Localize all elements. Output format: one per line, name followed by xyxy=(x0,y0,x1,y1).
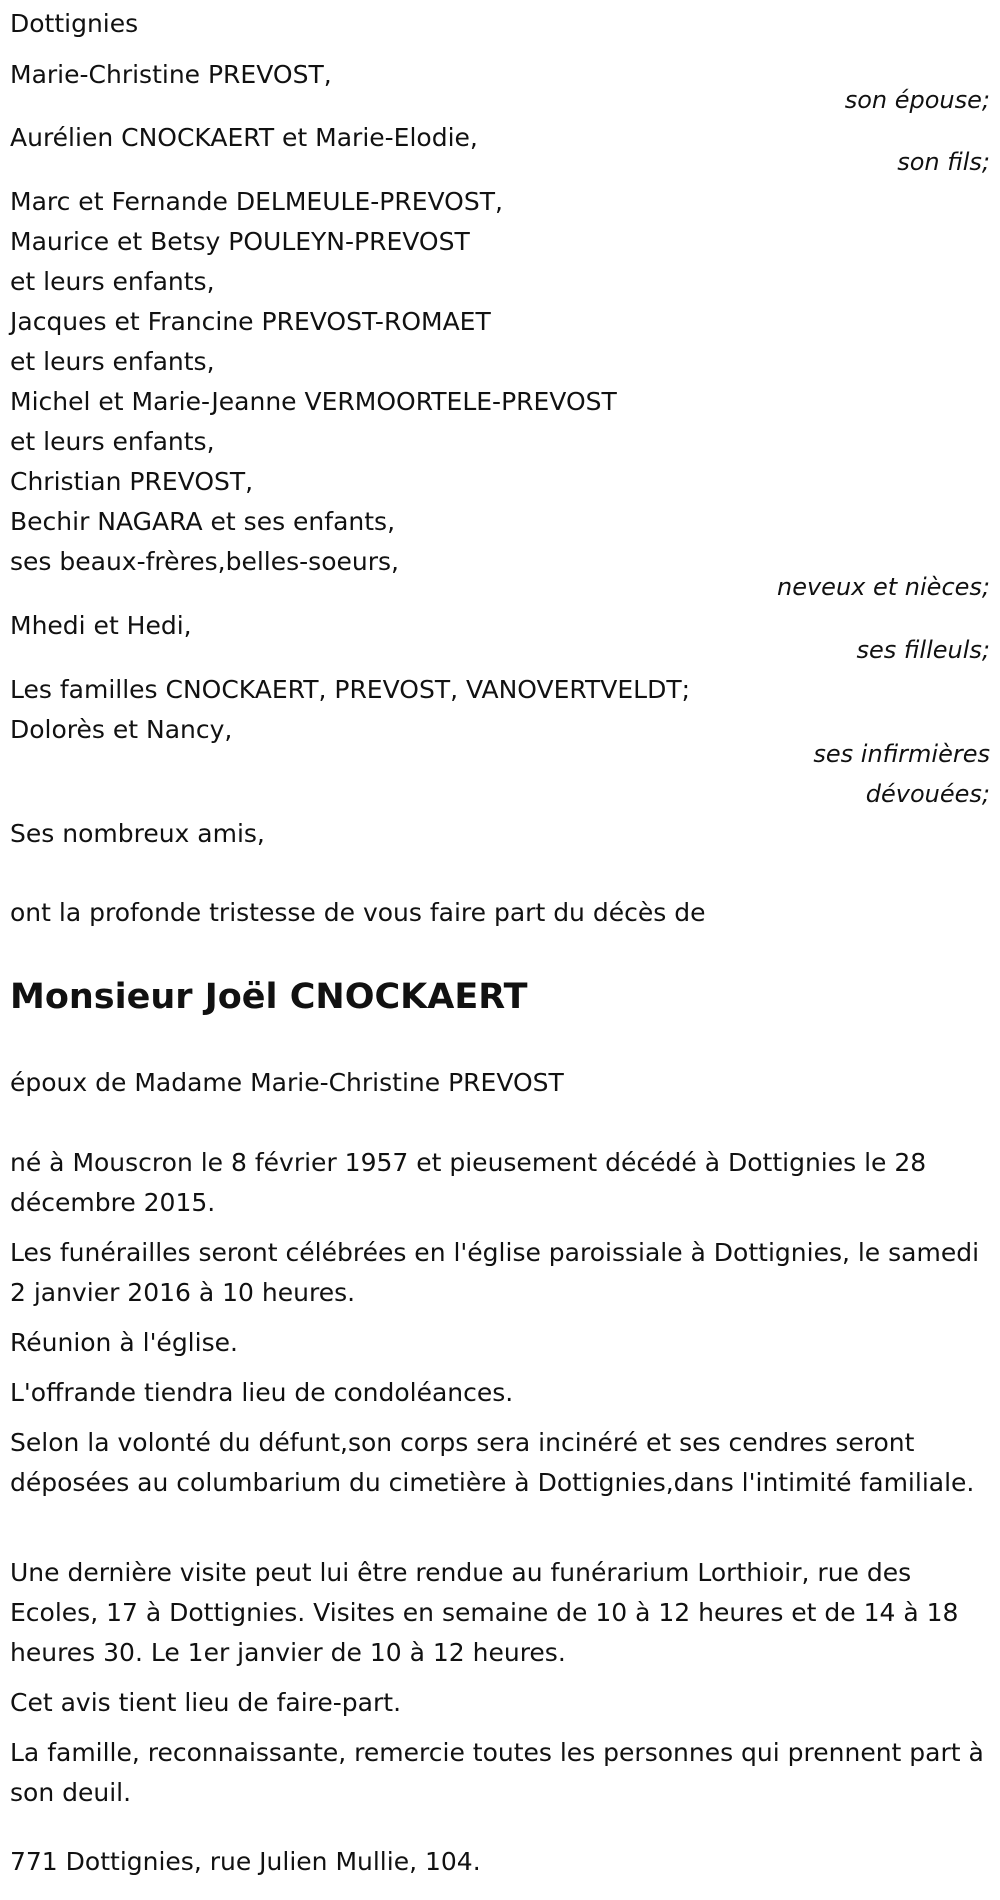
relatives-relation: neveux et nièces; xyxy=(777,573,990,601)
relative-line: et leurs enfants, xyxy=(10,427,215,456)
offering-paragraph: L'offrande tiendra lieu de condoléances. xyxy=(10,1378,514,1407)
relative-line: et leurs enfants, xyxy=(10,267,215,296)
godchildren-relation: ses filleuls; xyxy=(856,636,990,664)
nurses-relation-cont: dévouées; xyxy=(865,780,990,808)
deceased-name: Monsieur Joël CNOCKAERT xyxy=(10,977,528,1017)
relative-line: et leurs enfants, xyxy=(10,347,215,376)
announcement-text: ont la profonde tristesse de vous faire part du décès de xyxy=(10,898,706,927)
place-header: Dottignies xyxy=(10,9,139,38)
relative-line: Maurice et Betsy POULEYN-PREVOST xyxy=(10,227,470,256)
spouse-relation: son épouse; xyxy=(844,86,990,114)
cremation-paragraph: Selon la volonté du défunt,son corps sera incinéré et ses cendres seront déposées au columbarium du cimetière à Dottignies,dans l'intimité familiale. xyxy=(10,1428,975,1497)
friends-line: Ses nombreux amis, xyxy=(10,819,265,848)
spouse-of-line: époux de Madame Marie-Christine PREVOST xyxy=(10,1068,564,1097)
relative-line: Bechir NAGARA et ses enfants, xyxy=(10,507,396,536)
thanks-paragraph: La famille, reconnaissante, remercie toutes les personnes qui prennent part à son deuil. xyxy=(10,1738,984,1807)
families-line: Les familles CNOCKAERT, PREVOST, VANOVERTVELDT; xyxy=(10,675,691,704)
address-line: 771 Dottignies, rue Julien Mullie, 104. xyxy=(10,1847,481,1876)
relative-line: Jacques et Francine PREVOST-ROMAET xyxy=(10,307,491,336)
notice-paragraph: Cet avis tient lieu de faire-part. xyxy=(10,1688,402,1717)
nurses-relation: ses infirmières xyxy=(813,740,990,768)
nurses-name: Dolorès et Nancy, xyxy=(10,715,233,744)
relative-line: Christian PREVOST, xyxy=(10,467,254,496)
relative-line: ses beaux-frères,belles-soeurs, xyxy=(10,547,399,576)
relative-line: Michel et Marie-Jeanne VERMOORTELE-PREVOST xyxy=(10,387,617,416)
godchildren-name: Mhedi et Hedi, xyxy=(10,611,192,640)
son-name: Aurélien CNOCKAERT et Marie-Elodie, xyxy=(10,123,478,152)
funeral-paragraph: Les funérailles seront célébrées en l'église paroissiale à Dottignies, le samedi 2 janvier 2016 à 10 heures. xyxy=(10,1238,980,1307)
son-relation: son fils; xyxy=(897,148,990,176)
meeting-paragraph: Réunion à l'église. xyxy=(10,1328,238,1357)
visit-paragraph: Une dernière visite peut lui être rendue au funérarium Lorthioir, rue des Ecoles, 17 à Dottignies. Visites en semaine de 10 à 12 heures et de 14 à 18 heures 30. Le 1er janvier de 10 à 12 heures. xyxy=(10,1558,959,1667)
relative-line: Marc et Fernande DELMEULE-PREVOST, xyxy=(10,187,503,216)
birth-death-paragraph: né à Mouscron le 8 février 1957 et pieusement décédé à Dottignies le 28 décembre 2015. xyxy=(10,1148,927,1217)
spouse-name: Marie-Christine PREVOST, xyxy=(10,60,332,89)
